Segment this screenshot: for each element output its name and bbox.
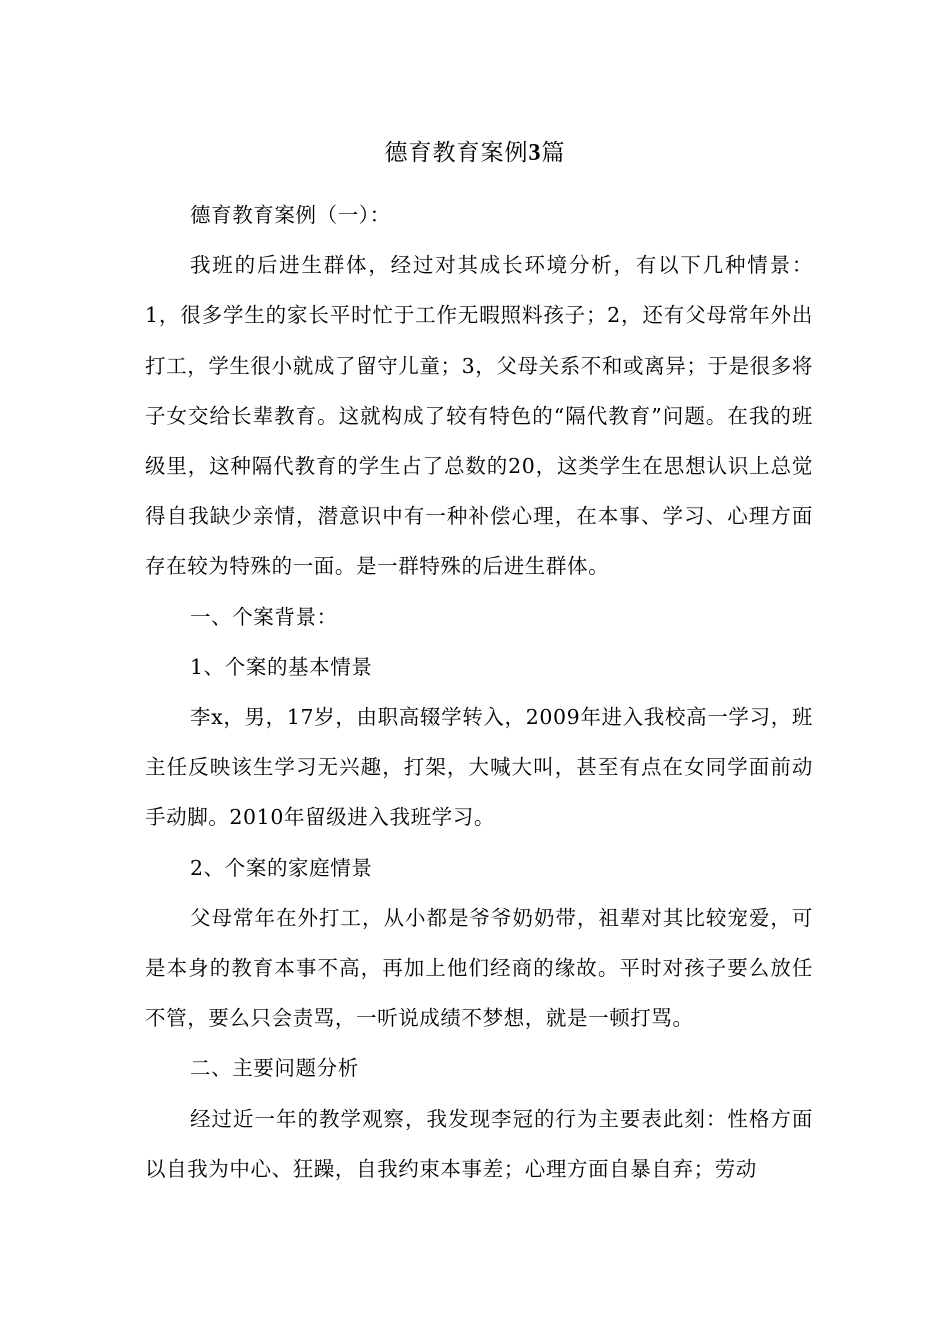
section-heading-case-one: 德育教育案例（一）： [190, 203, 391, 227]
body-paragraph-family-situation: 父母常年在外打工，从小都是爷爷奶奶带，祖辈对其比较宠爱，可是本身的教育本事不高，再加上他们经商的缘故。平时对孩子要么放任不管，要么只会责骂，一听说成绩不梦想，就是一顿打骂。 [145, 905, 813, 1031]
title-suffix: 篇 [541, 140, 566, 166]
subheading-basic-situation: 1、个案的基本情景 [190, 654, 373, 679]
body-paragraph-intro: 我班的后进生群体，经过对其成长环境分析，有以下几种情景：1，很多学生的家长平时忙于工作无暇照料孩子；2，还有父母常年外出打工，学生很小就成了留守儿童；3，父母关系不和或离异；于是很多将子女交给长辈教育。这就构成了较有特色的“隔代教育”问题。在我的班级里，这种隔代教育的学生占了总数的20，这类学生在思想认识上总觉得自我缺少亲情，潜意识中有一种补偿心理，在本事、学习、心理方面存在较为特殊的一面。是一群特殊的后进生群体。 [145, 253, 813, 579]
section-heading-background: 一、个案背景： [190, 604, 338, 629]
body-paragraph-problem-analysis: 经过近一年的教学观察，我发现李冠的行为主要表此刻：性格方面以自我为中心、狂躁，自我约束本事差；心理方面自暴自弃；劳动 [145, 1106, 813, 1181]
document-title [0, 133, 950, 173]
subheading-family-situation: 2、个案的家庭情景 [190, 855, 373, 880]
document-body [145, 190, 813, 1194]
body-paragraph-basic-situation: 李x，男，17岁，由职高辍学转入，2009年进入我校高一学习，班主任反映该生学习无兴趣，打架，大喊大叫，甚至有点在女同学面前动手动脚。2010年留级进入我班学习。 [145, 705, 813, 830]
section-heading-problem-analysis: 二、主要问题分析 [190, 1056, 359, 1081]
title-number: 3 [528, 140, 542, 166]
title-prefix: 德育教育案例 [384, 140, 529, 166]
